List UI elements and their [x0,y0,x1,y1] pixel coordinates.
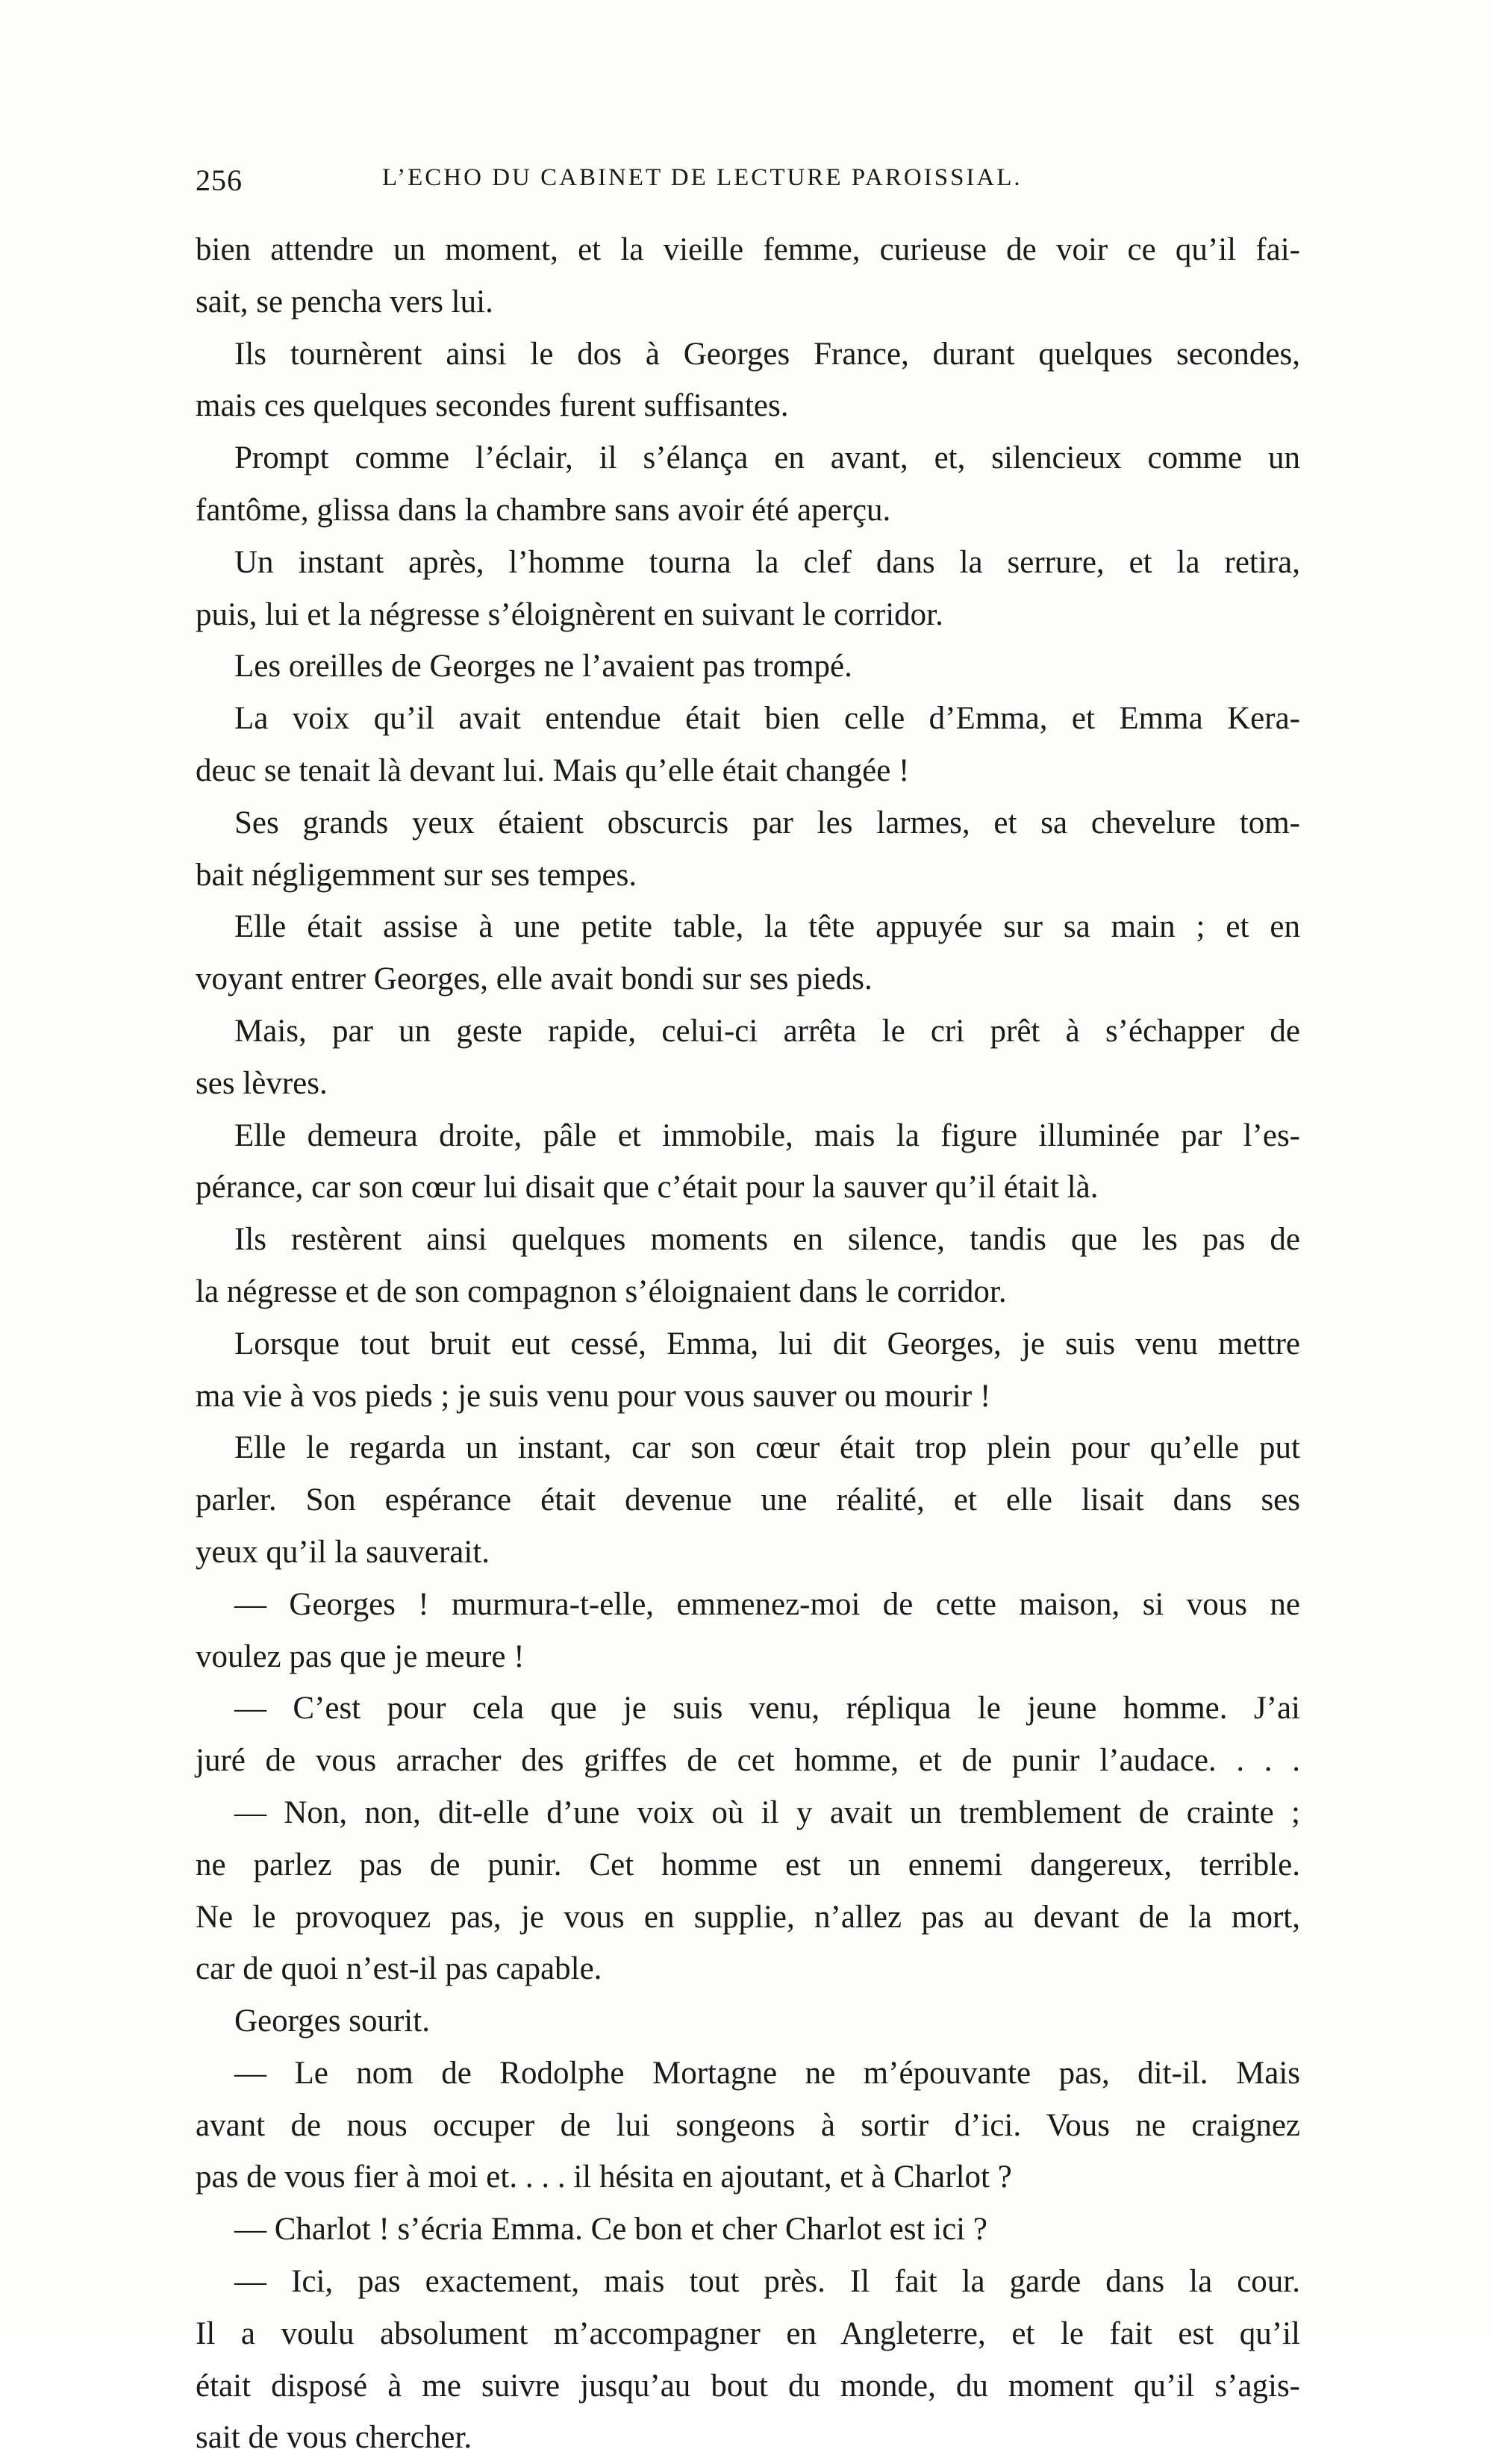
text-line: avant de nous occuper de lui songeons à sortir d’ici. Vous ne craignez [196,2107,1300,2143]
text-line: mais ces quelques secondes furent suffisantes. [196,388,789,424]
text-line: ses lèvres. [196,1065,328,1101]
text-line: voulez pas que je meure ! [196,1638,525,1674]
text-line: Prompt comme l’éclair, il s’élança en avant, et, silencieux comme un [234,440,1300,476]
page-number: 256 [196,163,243,197]
text-line: La voix qu’il avait entendue était bien celle d’Emma, et Emma Kera- [234,701,1300,737]
text-line: puis, lui et la négresse s’éloignèrent en suivant le corridor. [196,596,943,632]
text-line: parler. Son espérance était devenue une réalité, et elle lisait dans ses [196,1482,1300,1518]
text-line: — Le nom de Rodolphe Mortagne ne m’épouvante pas, dit-il. Mais [234,2055,1300,2091]
text-line: Mais, par un geste rapide, celui-ci arrêta le cri prêt à s’échapper de [234,1013,1300,1049]
text-line: — Non, non, dit-elle d’une voix où il y avait un tremblement de crainte ; [234,1794,1300,1830]
text-line: Elle était assise à une petite table, la tête appuyée sur sa main ; et en [234,909,1300,945]
text-line: pérance, car son cœur lui disait que c’était pour la sauver qu’il était là. [196,1170,1099,1206]
text-line: ne parlez pas de punir. Cet homme est un ennemi dangereux, terrible. [196,1847,1300,1883]
text-line: Elle demeura droite, pâle et immobile, mais la figure illuminée par l’es- [234,1117,1300,1153]
text-line: — C’est pour cela que je suis venu, répliqua le jeune homme. J’ai [234,1691,1300,1727]
text-line: fantôme, glissa dans la chambre sans avoir été aperçu. [196,492,891,528]
text-line: juré de vous arracher des griffes de cet homme, et de punir l’audace. . . . [196,1743,1300,1779]
running-title: L’ECHO DU CABINET DE LECTURE PAROISSIAL. [382,164,1023,191]
text-line: Ne le provoquez pas, je vous en supplie, n’allez pas au devant de la mort, [196,1899,1300,1935]
text-line: sait, se pencha vers lui. [196,284,493,319]
text-line: la négresse et de son compagnon s’éloignaient dans le corridor. [196,1273,1007,1309]
text-line: Ils restèrent ainsi quelques moments en silence, tandis que les pas de [234,1222,1300,1258]
text-line: Un instant après, l’homme tourna la clef dans la serrure, et la retira, [234,544,1300,580]
text-line: — Charlot ! s’écria Emma. Ce bon et cher Charlot est ici ? [234,2212,987,2248]
text-line: car de quoi n’est-il pas capable. [196,1951,602,1987]
page-header [196,163,1300,208]
text-line: sait de vous chercher. [196,2420,472,2456]
text-line: voyant entrer Georges, elle avait bondi sur ses pieds. [196,961,873,997]
text-line: bait négligemment sur ses tempes. [196,857,637,893]
body-text [196,224,1300,2464]
text-line: Ils tournèrent ainsi le dos à Georges France, durant quelques secondes, [234,336,1300,372]
text-line: yeux qu’il la sauverait. [196,1534,490,1570]
text-line: Elle le regarda un instant, car son cœur était trop plein pour qu’elle put [234,1430,1300,1466]
text-line: Ses grands yeux étaient obscurcis par les larmes, et sa chevelure tom- [234,805,1300,840]
text-line: Il a voulu absolument m’accompagner en Angleterre, et le fait est qu’il [196,2315,1300,2351]
text-line: Les oreilles de Georges ne l’avaient pas trompé. [234,649,852,684]
text-line: deuc se tenait là devant lui. Mais qu’elle était changée ! [196,752,910,788]
text-line: était disposé à me suivre jusqu’au bout du monde, du moment qu’il s’agis- [196,2368,1300,2404]
text-line: ma vie à vos pieds ; je suis venu pour vous sauver ou mourir ! [196,1378,991,1414]
text-line: Lorsque tout bruit eut cessé, Emma, lui dit Georges, je suis venu mettre [234,1326,1300,1362]
text-line: pas de vous fier à moi et. . . . il hésita en ajoutant, et à Charlot ? [196,2159,1012,2195]
text-line: Georges sourit. [234,2003,430,2039]
text-line: — Georges ! murmura-t-elle, emmenez-moi de cette maison, si vous ne [234,1586,1300,1622]
text-line: — Ici, pas exactement, mais tout près. Il fait la garde dans la cour. [234,2264,1300,2300]
text-line: bien attendre un moment, et la vieille femme, curieuse de voir ce qu’il fai- [196,232,1300,267]
